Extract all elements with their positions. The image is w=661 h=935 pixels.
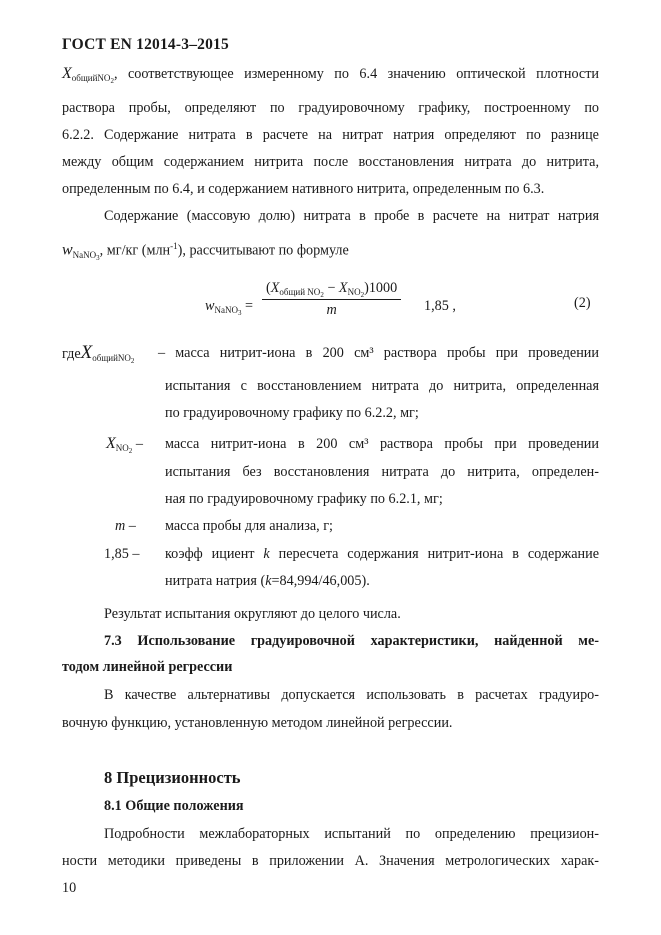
para1-line2: раствора пробы, определяют по градуировочному графику, построенному по [62,100,599,116]
para2-line1: Содержание (массовую долю) нитрата в пробе в расчете на нитрат натрия [104,208,599,224]
symbol-x-total: $X_{общийNO_2}$ [62,65,114,85]
def4-line1: коэфф ициент k пересчета содержания нитрит-иона в содержание [165,546,599,562]
section-7-3-line1: 7.3 Использование градуировочной характеристики, найденной ме- [104,633,599,649]
formula-numerator: $(X_{общий NO_2} - X_{NO_2})1000$ [266,280,398,299]
where-label: гдеX$_{общийNO_2}$ [62,342,135,365]
def4-line2: нитрата натрия (k=84,994/46,005). [165,573,370,589]
def1-line1: – масса нитрит-иона в 200 см³ раствора пробы при проведении [158,345,599,361]
formula-lhs: $w_{NaNO_3}$ = [205,298,254,317]
symbol-x-no2: $X_{NO_2}$ – [106,435,143,455]
last-para-line2: ности методики приведены в приложении А. Значения метрологических харак- [62,853,599,869]
symbol-m: m – [115,518,136,534]
para1-line1: $X_{общийNO_2}$, соответствующее измеренному по 6.4 значению оптической плотности [62,65,599,85]
fraction-bar [262,299,401,300]
alt-line2: вочную функцию, установленную методом линейной регрессии. [62,715,453,731]
para1-line5: определенным по 6.4, и содержанием нативного нитрита, определенным по 6.3. [62,181,545,197]
para1-line3: 6.2.2. Содержание нитрата в расчете на нитрат натрия определяют по разнице [62,127,599,143]
page-number: 10 [62,880,77,896]
formula-factor: 1,85 , [424,298,456,314]
formula-number: (2) [574,295,591,311]
last-para-line1: Подробности межлабораторных испытаний по определению прецизион- [104,826,599,842]
def1-line3: по градуировочному графику по 6.2.2, мг; [165,405,419,421]
symbol-185: 1,85 – [104,546,140,562]
def2-line3: ная по градуировочному графику по 6.2.1, мг; [165,491,443,507]
def3-line1: масса пробы для анализа, г; [165,518,333,534]
def2-line1: масса нитрит-иона в 200 см³ раствора пробы при проведении [165,436,599,452]
alt-line1: В качестве альтернативы допускается использовать в расчетах градуиро- [104,687,599,703]
formula-fraction [262,280,401,319]
section-8-1-heading: 8.1 Общие положения [104,798,244,814]
section-8-heading: 8 Прецизионность [104,768,241,787]
para1-line4: между общим содержанием нитрита после восстановления нитрата до нитрита, [62,154,599,170]
section-7-3-line2: тодом линейной регрессии [62,659,233,675]
result-text: Результат испытания округляют до целого числа. [104,606,401,622]
def2-line2: испытания без восстановления нитрата до нитрита, определен- [165,464,599,480]
def1-line2: испытания с восстановлением нитрата до нитрита, определенная [165,378,599,394]
document-header: ГОСТ EN 12014-3–2015 [62,36,229,53]
para2-line2: $w_{NaNO_3}$, мг/кг (млн$^{-1}$), рассчитывают по формуле [62,241,349,262]
formula-denominator: m [326,302,337,318]
